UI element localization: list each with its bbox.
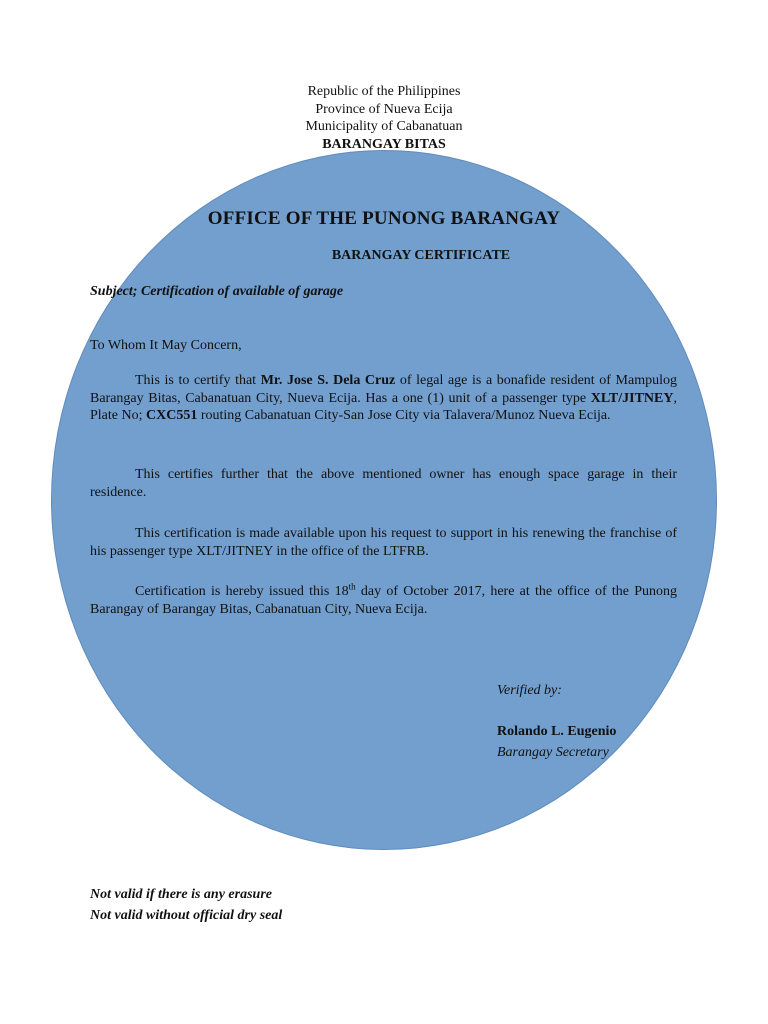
vehicle-type: XLT/JITNEY: [590, 390, 674, 406]
paragraph-residency: [90, 372, 677, 425]
paragraph-text: This certification is made available upon his request to support in his renewing the franchise of his passenger type XLT/JITNEY in the office of the LTFRB.: [90, 526, 677, 559]
office-title: OFFICE OF THE PUNONG BARANGAY: [207, 208, 561, 229]
paragraph-issuance: [90, 583, 677, 618]
verified-by-label: Verified by:: [497, 683, 562, 698]
paragraph-text: This is to certify that: [135, 373, 261, 388]
validity-note-erasure: Not valid if there is any erasure: [90, 887, 272, 902]
letterhead: [0, 83, 768, 153]
ordinal-suffix: th: [348, 581, 356, 592]
letterhead-line-province: Province of Nueva Ecija: [315, 101, 453, 117]
paragraph-text: routing Cabanatuan City-San Jose City via Talavera/Munoz Nueva Ecija.: [197, 408, 611, 424]
greeting: To Whom It May Concern,: [90, 338, 242, 353]
letterhead-line-municipality: Municipality of Cabanatuan: [305, 119, 463, 134]
paragraph-text: day of October 2017, here at the office of the Punong Barangay of Barangay Bitas, Cabanatuan City, Nueva Ecija.: [90, 584, 677, 617]
letterhead-line-country: Republic of the Philippines: [307, 84, 461, 99]
plate-number: CXC551: [146, 408, 198, 424]
paragraph-text: of legal age is a bonafide resident of Mampulog Barangay Bitas, Cabanatuan City, Nueva Ecija. Has a one (1) unit of a passenger type: [90, 373, 677, 406]
paragraph-garage: [90, 466, 677, 501]
paragraph-text: , Plate No;: [90, 390, 677, 424]
letterhead-line-barangay: BARANGAY BITAS: [322, 136, 446, 152]
signatory-name: Rolando L. Eugenio: [497, 724, 617, 739]
validity-note-seal: Not valid without official dry seal: [90, 908, 283, 923]
certificate-title: BARANGAY CERTIFICATE: [331, 248, 511, 263]
paragraph-text: This certifies further that the above mentioned owner has enough space garage in their residence.: [90, 467, 677, 500]
paragraph-text: Certification is hereby issued this 18: [135, 584, 349, 599]
signatory-position: Barangay Secretary: [497, 745, 609, 760]
paragraph-purpose: [90, 525, 677, 560]
subject-line: Subject; Certification of available of garage: [90, 284, 344, 299]
resident-name: Mr. Jose S. Dela Cruz: [260, 373, 396, 388]
